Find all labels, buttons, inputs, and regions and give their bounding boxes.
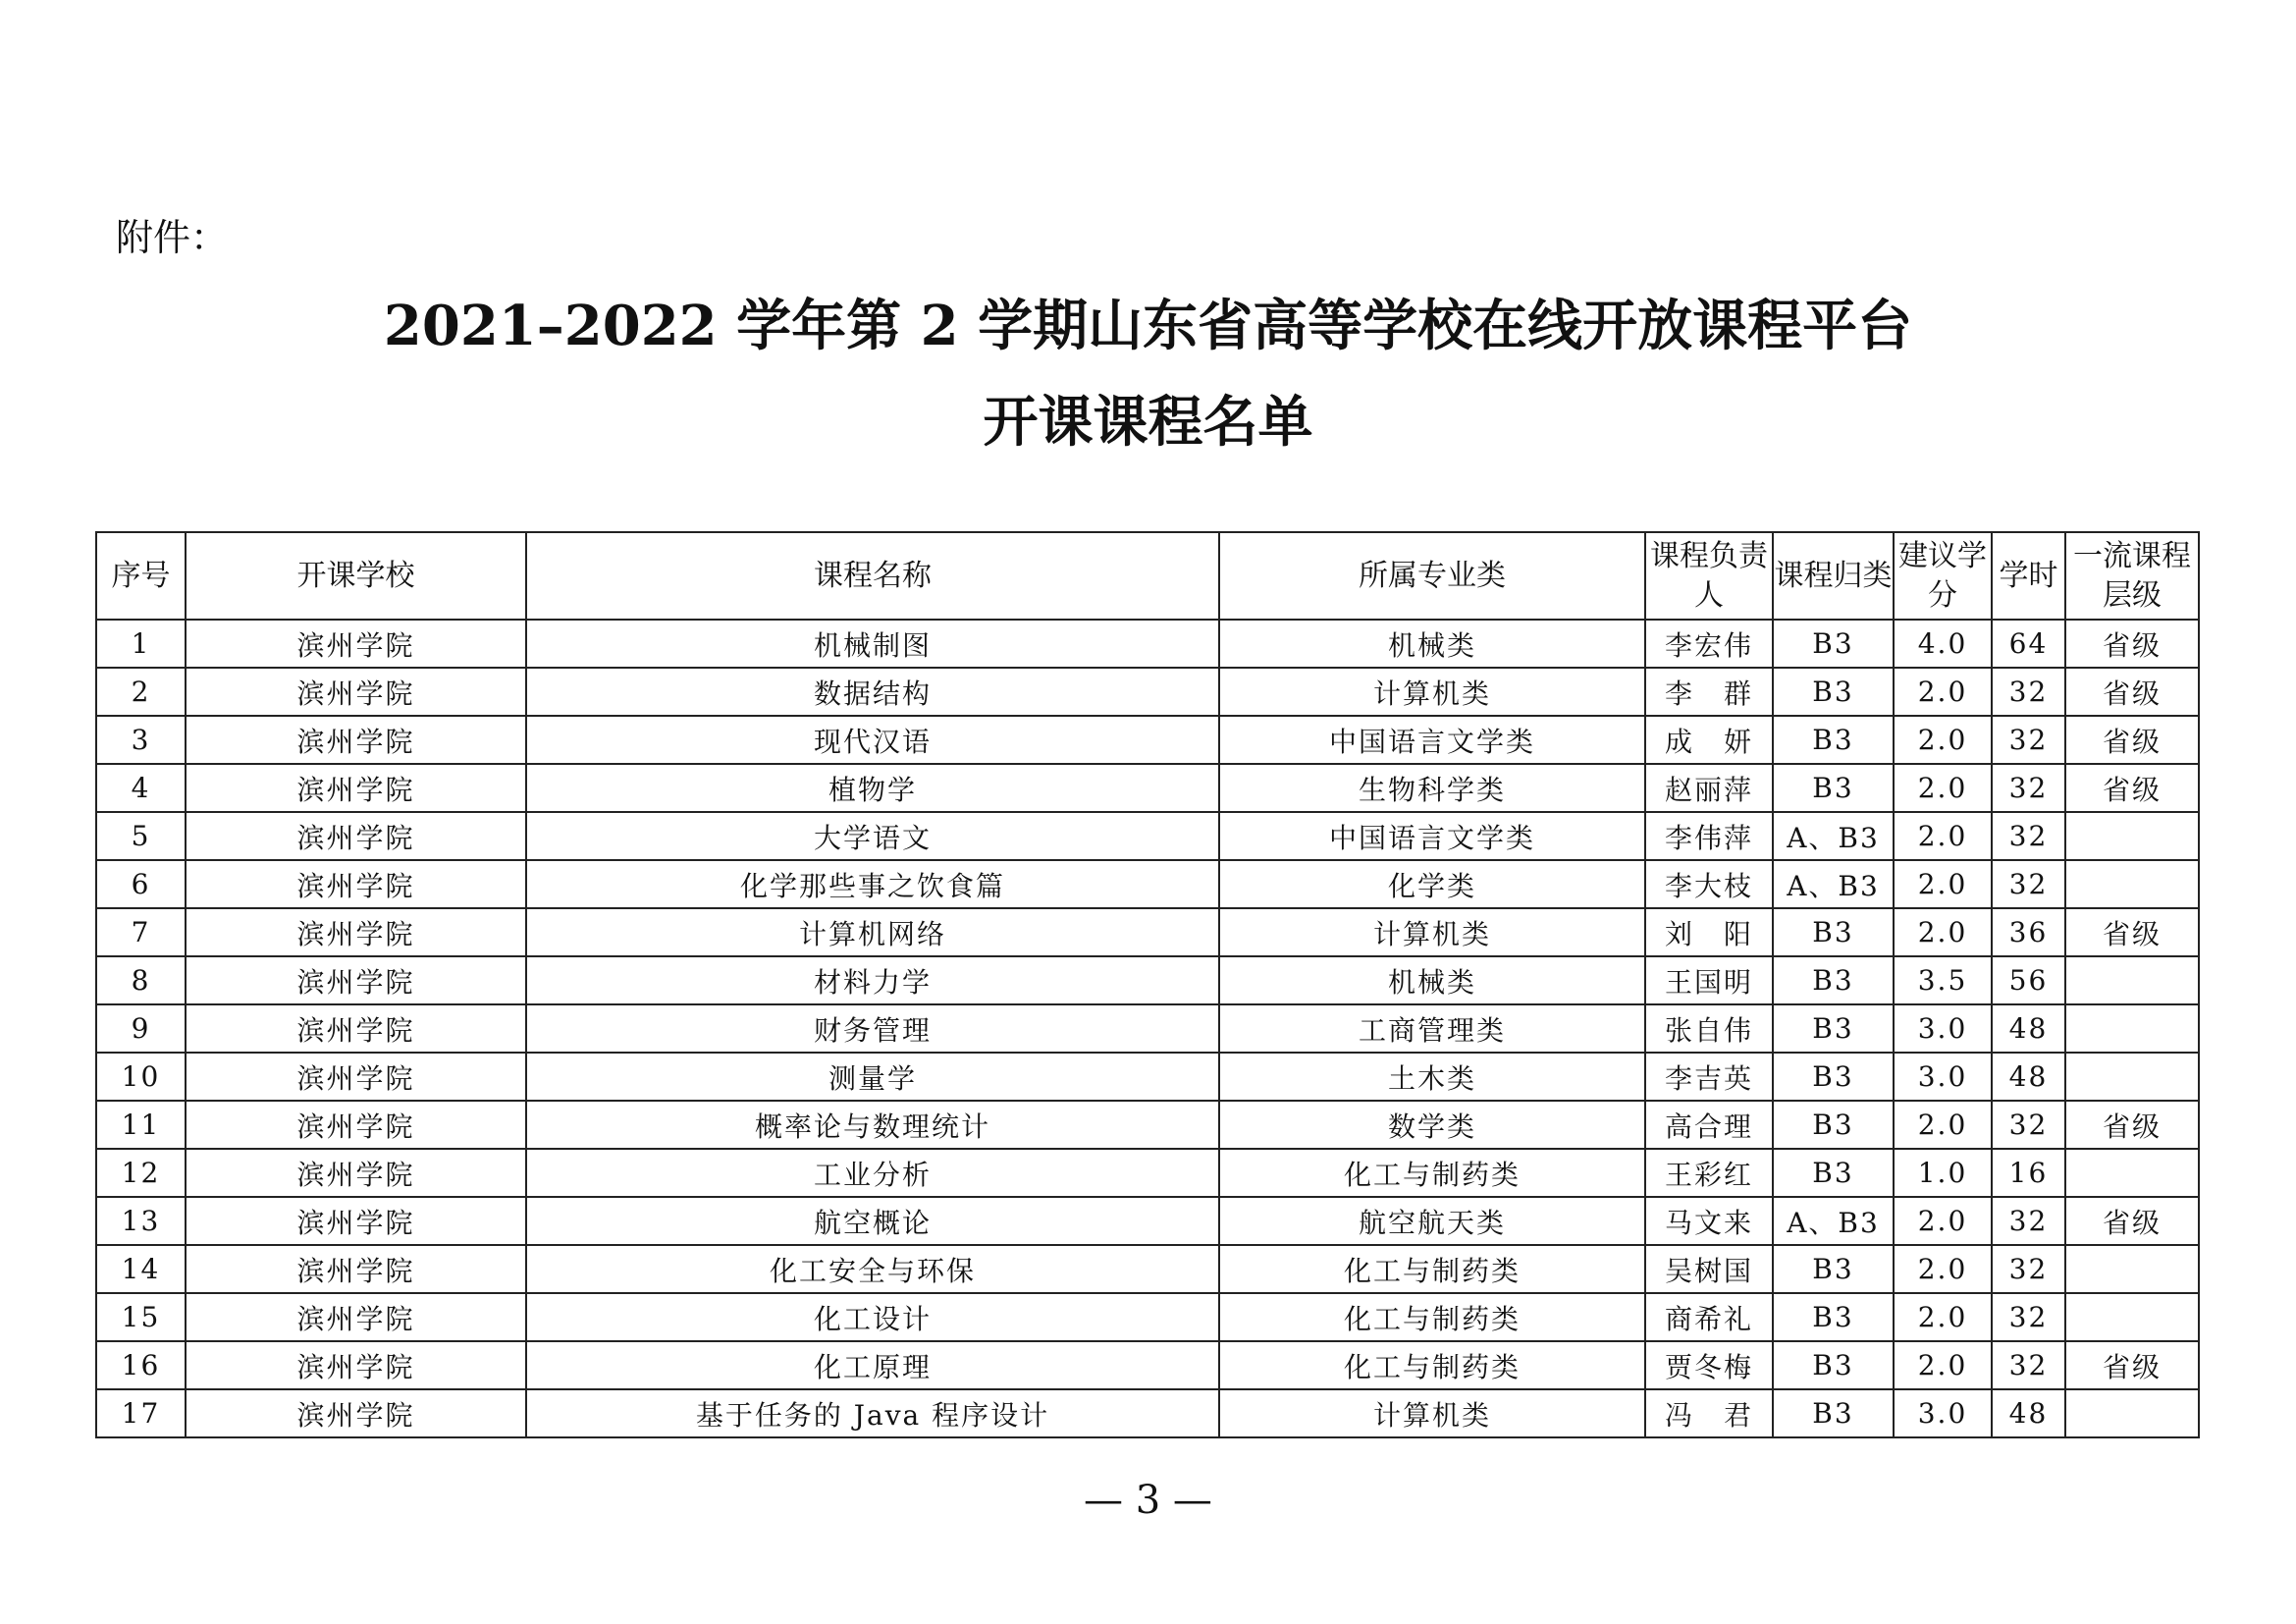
- cell-first-class-level: 省级: [2065, 1101, 2199, 1149]
- cell-hours: 32: [1992, 668, 2065, 716]
- table-row: [96, 1053, 2199, 1101]
- cell-hours: 32: [1992, 860, 2065, 908]
- cell-hours: 32: [1992, 812, 2065, 860]
- cell-hours: 48: [1992, 1004, 2065, 1053]
- cell-school: 滨州学院: [186, 1245, 526, 1293]
- cell-school: 滨州学院: [186, 1293, 526, 1341]
- cell-school: 滨州学院: [186, 764, 526, 812]
- cell-instructor: 李伟萍: [1645, 812, 1773, 860]
- cell-credits: 2.0: [1894, 860, 1992, 908]
- cell-credits: 2.0: [1894, 812, 1992, 860]
- cell-major-category: 工商管理类: [1219, 1004, 1645, 1053]
- table-row: [96, 1149, 2199, 1197]
- col-header-index: 序号: [96, 532, 186, 620]
- cell-credits: 3.0: [1894, 1004, 1992, 1053]
- cell-hours: 32: [1992, 764, 2065, 812]
- page-number: — 3 —: [1084, 1478, 1212, 1523]
- cell-course-name: 测量学: [526, 1053, 1219, 1101]
- cell-course-name: 化工原理: [526, 1341, 1219, 1389]
- col-header-credits: 建议学分: [1894, 532, 1992, 620]
- col-header-course-name: 课程名称: [526, 532, 1219, 620]
- cell-credits: 2.0: [1894, 1293, 1992, 1341]
- col-header-school: 开课学校: [186, 532, 526, 620]
- cell-index: 4: [96, 764, 186, 812]
- cell-course-type: B3: [1773, 716, 1894, 764]
- table-row: [96, 812, 2199, 860]
- cell-course-name: 材料力学: [526, 956, 1219, 1004]
- cell-index: 15: [96, 1293, 186, 1341]
- cell-hours: 56: [1992, 956, 2065, 1004]
- cell-credits: 3.5: [1894, 956, 1992, 1004]
- cell-course-name: 化工安全与环保: [526, 1245, 1219, 1293]
- table-row: [96, 956, 2199, 1004]
- col-header-instructor: 课程负责人: [1645, 532, 1773, 620]
- cell-course-name: 大学语文: [526, 812, 1219, 860]
- cell-major-category: 化工与制药类: [1219, 1341, 1645, 1389]
- cell-major-category: 中国语言文学类: [1219, 716, 1645, 764]
- cell-first-class-level: [2065, 1004, 2199, 1053]
- cell-credits: 2.0: [1894, 716, 1992, 764]
- cell-credits: 2.0: [1894, 1101, 1992, 1149]
- table-row: [96, 620, 2199, 668]
- cell-course-type: A、B3: [1773, 1197, 1894, 1245]
- cell-first-class-level: 省级: [2065, 716, 2199, 764]
- table-row: [96, 1389, 2199, 1437]
- table-row: [96, 1197, 2199, 1245]
- cell-hours: 16: [1992, 1149, 2065, 1197]
- cell-school: 滨州学院: [186, 956, 526, 1004]
- cell-course-type: B3: [1773, 1245, 1894, 1293]
- cell-school: 滨州学院: [186, 1004, 526, 1053]
- cell-course-name: 航空概论: [526, 1197, 1219, 1245]
- cell-first-class-level: 省级: [2065, 620, 2199, 668]
- cell-school: 滨州学院: [186, 1149, 526, 1197]
- cell-course-name: 数据结构: [526, 668, 1219, 716]
- cell-index: 1: [96, 620, 186, 668]
- cell-hours: 48: [1992, 1389, 2065, 1437]
- cell-index: 16: [96, 1341, 186, 1389]
- cell-course-type: A、B3: [1773, 860, 1894, 908]
- cell-hours: 48: [1992, 1053, 2065, 1101]
- cell-index: 3: [96, 716, 186, 764]
- cell-instructor: 王彩红: [1645, 1149, 1773, 1197]
- table-row: [96, 1245, 2199, 1293]
- col-header-major-category: 所属专业类: [1219, 532, 1645, 620]
- table-body: [96, 620, 2199, 1437]
- cell-course-name: 基于任务的 Java 程序设计: [526, 1389, 1219, 1437]
- col-header-first-class-level: 一流课程层级: [2065, 532, 2199, 620]
- cell-major-category: 生物科学类: [1219, 764, 1645, 812]
- cell-credits: 2.0: [1894, 1197, 1992, 1245]
- cell-first-class-level: [2065, 1389, 2199, 1437]
- cell-instructor: 李宏伟: [1645, 620, 1773, 668]
- cell-course-name: 现代汉语: [526, 716, 1219, 764]
- cell-index: 17: [96, 1389, 186, 1437]
- cell-course-name: 机械制图: [526, 620, 1219, 668]
- cell-hours: 32: [1992, 716, 2065, 764]
- cell-course-type: B3: [1773, 1101, 1894, 1149]
- cell-first-class-level: 省级: [2065, 908, 2199, 956]
- cell-first-class-level: [2065, 1245, 2199, 1293]
- col-header-course-type: 课程归类: [1773, 532, 1894, 620]
- cell-course-type: B3: [1773, 1341, 1894, 1389]
- document-title-line-2: 开课课程名单: [983, 390, 1313, 455]
- cell-instructor: 冯 君: [1645, 1389, 1773, 1437]
- cell-first-class-level: [2065, 812, 2199, 860]
- cell-course-name: 财务管理: [526, 1004, 1219, 1053]
- cell-index: 6: [96, 860, 186, 908]
- cell-school: 滨州学院: [186, 620, 526, 668]
- cell-course-type: A、B3: [1773, 812, 1894, 860]
- cell-index: 8: [96, 956, 186, 1004]
- col-header-hours: 学时: [1992, 532, 2065, 620]
- cell-instructor: 吴树国: [1645, 1245, 1773, 1293]
- cell-credits: 1.0: [1894, 1149, 1992, 1197]
- cell-course-type: B3: [1773, 1293, 1894, 1341]
- cell-instructor: 赵丽萍: [1645, 764, 1773, 812]
- table-row: [96, 908, 2199, 956]
- cell-course-name: 概率论与数理统计: [526, 1101, 1219, 1149]
- cell-hours: 32: [1992, 1245, 2065, 1293]
- table-row: [96, 1101, 2199, 1149]
- cell-credits: 2.0: [1894, 1341, 1992, 1389]
- cell-first-class-level: [2065, 1149, 2199, 1197]
- cell-first-class-level: 省级: [2065, 1197, 2199, 1245]
- course-table: [95, 531, 2200, 1438]
- cell-hours: 32: [1992, 1197, 2065, 1245]
- cell-school: 滨州学院: [186, 1197, 526, 1245]
- cell-index: 12: [96, 1149, 186, 1197]
- cell-credits: 3.0: [1894, 1389, 1992, 1437]
- cell-school: 滨州学院: [186, 716, 526, 764]
- cell-instructor: 马文来: [1645, 1197, 1773, 1245]
- cell-major-category: 化工与制药类: [1219, 1293, 1645, 1341]
- cell-first-class-level: 省级: [2065, 668, 2199, 716]
- cell-index: 13: [96, 1197, 186, 1245]
- cell-credits: 4.0: [1894, 620, 1992, 668]
- cell-instructor: 张自伟: [1645, 1004, 1773, 1053]
- table-row: [96, 668, 2199, 716]
- cell-major-category: 化学类: [1219, 860, 1645, 908]
- cell-index: 9: [96, 1004, 186, 1053]
- cell-major-category: 航空航天类: [1219, 1197, 1645, 1245]
- cell-index: 10: [96, 1053, 186, 1101]
- cell-school: 滨州学院: [186, 1389, 526, 1437]
- cell-school: 滨州学院: [186, 1101, 526, 1149]
- cell-major-category: 计算机类: [1219, 668, 1645, 716]
- cell-first-class-level: 省级: [2065, 1341, 2199, 1389]
- table-row: [96, 1293, 2199, 1341]
- cell-hours: 64: [1992, 620, 2065, 668]
- cell-school: 滨州学院: [186, 812, 526, 860]
- cell-course-type: B3: [1773, 668, 1894, 716]
- cell-course-name: 工业分析: [526, 1149, 1219, 1197]
- cell-hours: 32: [1992, 1101, 2065, 1149]
- cell-course-type: B3: [1773, 764, 1894, 812]
- cell-major-category: 中国语言文学类: [1219, 812, 1645, 860]
- cell-credits: 2.0: [1894, 764, 1992, 812]
- table-row: [96, 1004, 2199, 1053]
- cell-instructor: 李 群: [1645, 668, 1773, 716]
- cell-course-name: 化工设计: [526, 1293, 1219, 1341]
- cell-school: 滨州学院: [186, 908, 526, 956]
- cell-index: 7: [96, 908, 186, 956]
- cell-course-type: B3: [1773, 1053, 1894, 1101]
- cell-first-class-level: [2065, 860, 2199, 908]
- cell-course-type: B3: [1773, 908, 1894, 956]
- table-row: [96, 716, 2199, 764]
- cell-major-category: 机械类: [1219, 956, 1645, 1004]
- cell-instructor: 商希礼: [1645, 1293, 1773, 1341]
- cell-index: 14: [96, 1245, 186, 1293]
- cell-first-class-level: [2065, 1053, 2199, 1101]
- cell-instructor: 李大枝: [1645, 860, 1773, 908]
- cell-school: 滨州学院: [186, 1053, 526, 1101]
- table-row: [96, 764, 2199, 812]
- cell-instructor: 高合理: [1645, 1101, 1773, 1149]
- cell-course-name: 化学那些事之饮食篇: [526, 860, 1219, 908]
- cell-major-category: 计算机类: [1219, 908, 1645, 956]
- cell-major-category: 化工与制药类: [1219, 1245, 1645, 1293]
- cell-course-type: B3: [1773, 620, 1894, 668]
- cell-hours: 32: [1992, 1341, 2065, 1389]
- cell-credits: 3.0: [1894, 1053, 1992, 1101]
- cell-hours: 36: [1992, 908, 2065, 956]
- cell-major-category: 土木类: [1219, 1053, 1645, 1101]
- cell-major-category: 数学类: [1219, 1101, 1645, 1149]
- cell-course-type: B3: [1773, 1004, 1894, 1053]
- cell-school: 滨州学院: [186, 668, 526, 716]
- cell-credits: 2.0: [1894, 908, 1992, 956]
- cell-first-class-level: 省级: [2065, 764, 2199, 812]
- attachment-label: 附件：: [116, 216, 229, 259]
- cell-major-category: 机械类: [1219, 620, 1645, 668]
- cell-instructor: 刘 阳: [1645, 908, 1773, 956]
- cell-index: 11: [96, 1101, 186, 1149]
- cell-course-type: B3: [1773, 956, 1894, 1004]
- cell-hours: 32: [1992, 1293, 2065, 1341]
- cell-instructor: 李吉英: [1645, 1053, 1773, 1101]
- cell-index: 5: [96, 812, 186, 860]
- cell-major-category: 计算机类: [1219, 1389, 1645, 1437]
- cell-course-name: 植物学: [526, 764, 1219, 812]
- table-row: [96, 1341, 2199, 1389]
- cell-instructor: 王国明: [1645, 956, 1773, 1004]
- table-header-row: [96, 532, 2199, 620]
- table-row: [96, 860, 2199, 908]
- cell-major-category: 化工与制药类: [1219, 1149, 1645, 1197]
- cell-course-name: 计算机网络: [526, 908, 1219, 956]
- cell-school: 滨州学院: [186, 860, 526, 908]
- cell-school: 滨州学院: [186, 1341, 526, 1389]
- document-title-line-1: 2021–2022 学年第 2 学期山东省高等学校在线开放课程平台: [383, 294, 1913, 358]
- cell-credits: 2.0: [1894, 668, 1992, 716]
- cell-course-type: B3: [1773, 1149, 1894, 1197]
- cell-first-class-level: [2065, 1293, 2199, 1341]
- cell-index: 2: [96, 668, 186, 716]
- cell-course-type: B3: [1773, 1389, 1894, 1437]
- cell-first-class-level: [2065, 956, 2199, 1004]
- cell-instructor: 成 妍: [1645, 716, 1773, 764]
- cell-instructor: 贾冬梅: [1645, 1341, 1773, 1389]
- cell-credits: 2.0: [1894, 1245, 1992, 1293]
